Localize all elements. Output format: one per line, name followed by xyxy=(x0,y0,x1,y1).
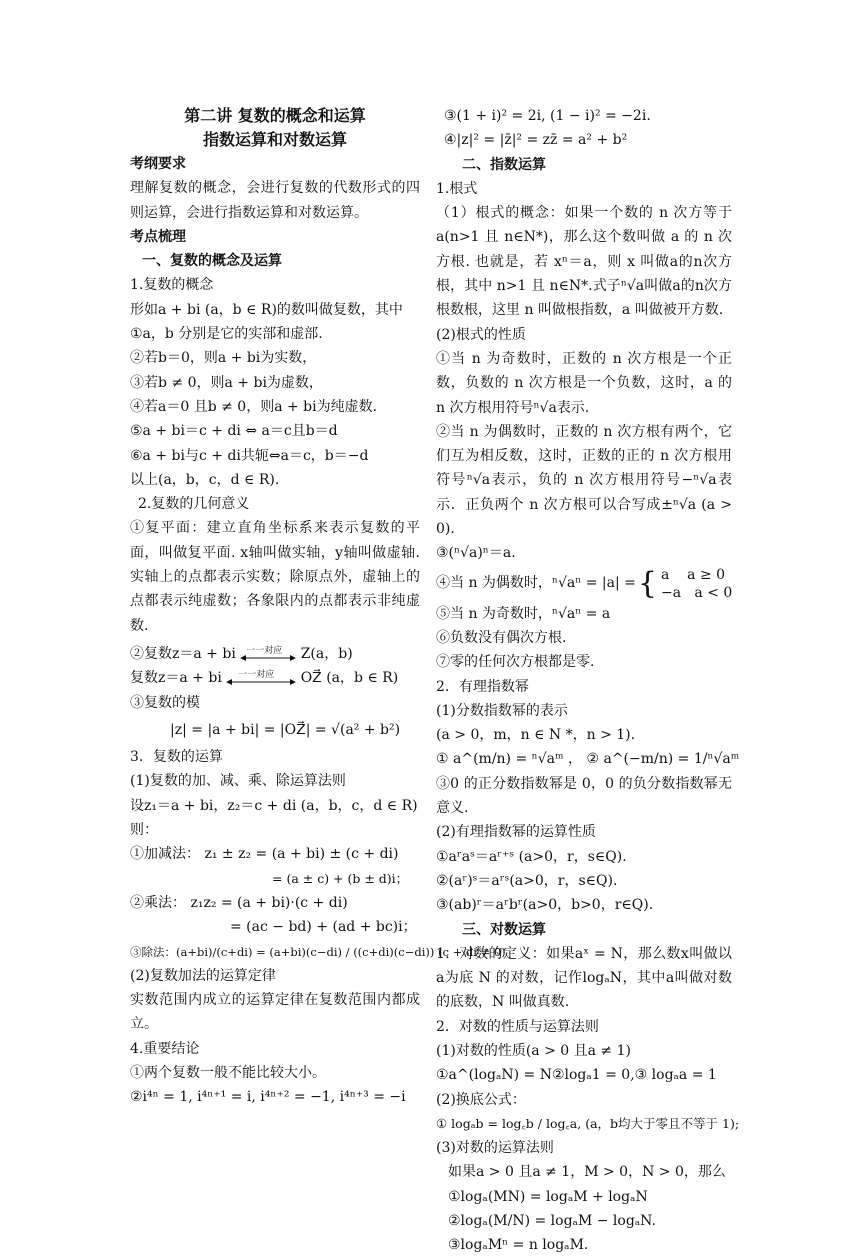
s1-line: ①a，b 分别是它的实部和虚部. xyxy=(130,326,323,343)
r-line: ③(1 + i)² = 2i, (1 − i)² = −2i. xyxy=(444,108,651,124)
e1-text: （1）根式的概念：如果一个数的 n 次方等于 a(n>1 且 n∈N*)，那么这个数叫做 a 的 n 次方根. 也就是，若 xⁿ＝a，则 x 叫做a的n次方根，其中 n>1 且 n∈N*.式子ⁿ√a叫做a的n次方根数根，这里 n 叫做根指数，a 叫做被开方数. xyxy=(436,205,732,319)
s2-text: ①复平面：建立直角坐标系来表示复数的平面，叫做复平面. x轴叫做实轴，y轴叫做虚轴. 实轴上的点都表示实数；除原点外，虚轴上的点都表示纯虚数；各象限内的点都表示非纯虚数. xyxy=(130,520,420,634)
s1-line: ③若b ≠ 0，则a + bi为虚数， xyxy=(130,374,323,391)
s4-line: ②i⁴ⁿ = 1, i⁴ⁿ⁺¹ = i, i⁴ⁿ⁺² = −1, i⁴ⁿ⁺³ = −i xyxy=(130,1089,406,1106)
mapping-arrow xyxy=(226,670,296,686)
piecewise-cases xyxy=(661,566,732,602)
l2-line: ① logₐb = log꜀b / log꜀a, (a，b均大于零且不等于 1); xyxy=(436,1115,740,1131)
e3-title: 2．有理指数幂 xyxy=(436,678,529,695)
right-column xyxy=(436,104,740,1258)
e3-rule: ①aʳaˢ＝aʳ⁺ˢ (a>0，r，s∈Q). xyxy=(436,848,627,865)
part2-heading: 二、指数运算 xyxy=(462,156,546,173)
double-arrow-icon xyxy=(240,654,296,662)
part3-heading: 三、对数运算 xyxy=(462,921,546,938)
s2-line: ③复数的模 xyxy=(130,694,200,711)
l2-line: ①a^(logₐN) = N②logₐ1 = 0,③ logₐa = 1 (2)换底公式： xyxy=(436,1067,717,1108)
case-2: −a a < 0 xyxy=(660,584,733,601)
l2-title: 2．对数的性质与运算法则 xyxy=(436,1018,599,1035)
s3-law: 实数范围内成立的运算定律在复数范围内都成立。 xyxy=(130,992,420,1033)
mapping-arrow-label: 一一对应 xyxy=(238,670,275,681)
s3-mul-cont: = (ac − bd) + (ad + bc)i； xyxy=(230,919,417,936)
piecewise-left: ④当 n 为偶数时，ⁿ√aⁿ = |a| = xyxy=(436,575,636,592)
s2-mapping-2 xyxy=(130,666,420,690)
syllabus-heading: 考纲要求 xyxy=(130,156,186,172)
e3-line: ① a^(m/n) = ⁿ√aᵐ ， ② a^(−m/n) = 1/ⁿ√aᵐ xyxy=(436,751,740,768)
part1-heading: 一、复数的概念及运算 xyxy=(142,253,282,270)
s3-add: ①加减法： z₁ ± z₂ = (a + bi) ± (c + di) xyxy=(130,846,399,863)
e2-para: ⑥负数没有偶次方根. xyxy=(436,629,567,646)
s4-title: 4.重要结论 xyxy=(130,1040,200,1057)
e3-line: (a > 0，m，n ∈ N *，n > 1). xyxy=(436,727,636,744)
e3-rule: ②(aʳ)ˢ＝aʳˢ(a>0，r，s∈Q). xyxy=(436,872,618,889)
s3-sub: (1)复数的加、减、乘、除运算法则 xyxy=(130,773,346,790)
e3-rule: ③(ab)ʳ＝aʳbʳ(a>0，b>0，r∈Q). xyxy=(436,897,654,914)
page-title: 第二讲 复数的概念和运算 xyxy=(184,106,366,125)
s1-line: ⑤a + bi＝c + di ⇔ a＝c且b＝d xyxy=(130,423,338,440)
e2-piecewise xyxy=(436,566,732,602)
page-subtitle: 指数运算和对数运算 xyxy=(202,130,347,149)
r-line: ④|z|² = |z̄|² = zz̄ = a² + b² xyxy=(444,132,628,149)
s1-line: 形如a + bi (a，b ∈ R)的数叫做复数，其中 xyxy=(130,301,403,318)
s1-line: 以上(a，b，c，d ∈ R). xyxy=(130,471,280,488)
e3-line: ③0 的正分数指数幂是 0，0 的负分数指数幂无意义. xyxy=(436,775,732,817)
e2-para: ⑦零的任何次方根都是零. xyxy=(436,654,595,671)
s1-line: ⑥a + bi与c + di共轭⇔a＝c，b＝−d xyxy=(130,447,369,464)
e3-sub: (1)分数指数幂的表示 xyxy=(436,702,568,719)
mapping-arrow xyxy=(240,646,296,662)
e2-para: ③(ⁿ√a)ⁿ＝a. xyxy=(436,545,516,562)
s3-line: 则： xyxy=(130,822,158,839)
modulus-formula: |z| = |a + bi| = |OZ⃗| = √(a² + b²) xyxy=(170,721,401,738)
s3-add-cont: = (a ± c) + (b ± d)i； xyxy=(272,870,409,886)
brace-icon: { xyxy=(637,565,657,601)
e2-title: (2)根式的性质 xyxy=(436,326,526,343)
l1-text: 1．对数的定义：如果aˣ = N，那么数x叫做以a为底 N 的对数，记作logₐN，其中a叫做对数的底数，N 叫做真数. xyxy=(436,945,732,1011)
e3-sub: (2)有理指数幂的运算性质 xyxy=(436,824,596,841)
e2-para: ①当 n 为奇数时，正数的 n 次方根是一个正数，负数的 n 次方根是一个负数，这时，a 的 n 次方根用符号ⁿ√a表示. xyxy=(436,350,732,416)
mapping-left: 复数z＝a + bi xyxy=(130,670,222,687)
s3-sub: (2)复数加法的运算定律 xyxy=(130,967,276,984)
mapping-left: ②复数z＝a + bi xyxy=(130,645,236,662)
s3-mul: ②乘法： z₁z₂ = (a + bi)·(c + di) xyxy=(130,894,348,911)
l2-line: 如果a > 0 且a ≠ 1，M > 0，N > 0，那么 xyxy=(448,1164,726,1181)
syllabus-text: 理解复数的概念，会进行复数的代数形式的四则运算，会进行指数运算和对数运算。 xyxy=(130,180,420,221)
s3-div: ③除法：(a+bi)/(c+di) = (a+bi)(c−di) / ((c+di)(c−di)) (c + di ≠ 0) xyxy=(130,944,506,959)
e2-para: ⑤当 n 为奇数时，ⁿ√aⁿ = a xyxy=(436,605,611,622)
e1-title: 1.根式 xyxy=(436,180,478,197)
s1-line: ②若b＝0，则a + bi为实数， xyxy=(130,350,317,367)
case-1: a a ≥ 0 xyxy=(660,566,726,583)
l2-rule: ①logₐ(MN) = logₐM + logₐN xyxy=(448,1188,648,1205)
mapping-right: OZ⃗ (a，b ∈ R) xyxy=(300,670,399,687)
l2-sub: (3)对数的运算法则 xyxy=(436,1140,554,1157)
s2-title: 2.复数的几何意义 xyxy=(138,496,250,513)
l2-sub: (1)对数的性质(a > 0 且a ≠ 1) xyxy=(436,1042,631,1059)
l2-rule: ③logₐMⁿ = n logₐM. xyxy=(448,1237,589,1254)
s2-mapping-1 xyxy=(130,642,420,666)
e2-para: ②当 n 为偶数时，正数的 n 次方根有两个，它们互为相反数，这时，正数的正的 n 次方根用符号ⁿ√a表示，负的 n 次方根用符号−ⁿ√a表示．正负两个 n 次方根可以合写成±ⁿ√a (a > 0). xyxy=(436,423,732,538)
mapping-right: Z(a，b) xyxy=(300,645,353,662)
mapping-arrow-label: 一一对应 xyxy=(246,645,283,656)
s3-line: 设z₁＝a + bi，z₂＝c + di (a，b，c，d ∈ R) xyxy=(130,797,418,814)
s1-title: 1.复数的概念 xyxy=(130,277,214,294)
s3-title: 3．复数的运算 xyxy=(130,749,223,766)
review-heading: 考点梳理 xyxy=(130,228,186,245)
double-arrow-icon xyxy=(226,678,296,686)
s4-line: ①两个复数一般不能比较大小。 xyxy=(130,1064,326,1081)
l2-rule: ②logₐ(M/N) = logₐM − logₐN. xyxy=(448,1213,656,1230)
s1-line: ④若a＝0 且b ≠ 0，则a + bi为纯虚数. xyxy=(130,398,378,415)
